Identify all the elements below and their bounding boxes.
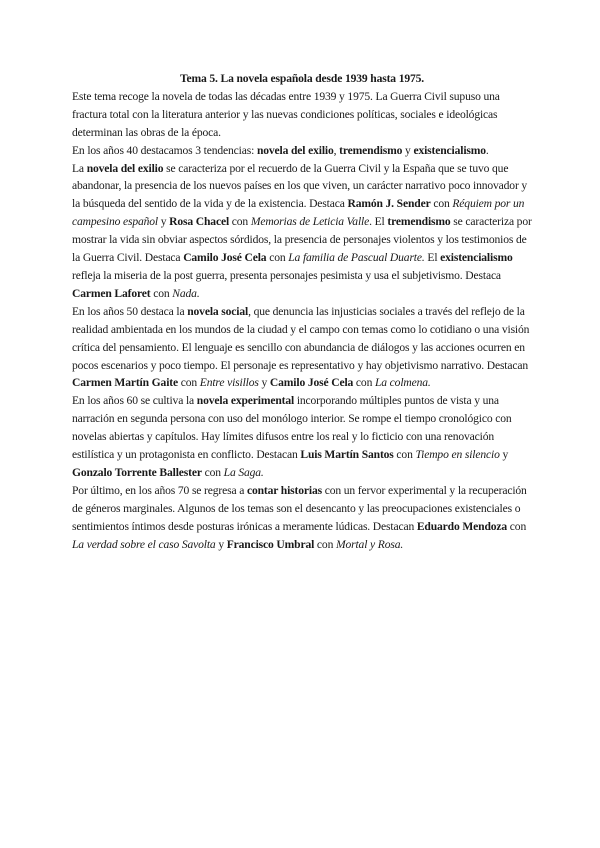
- author-name: Camilo José Cela: [183, 251, 267, 265]
- paragraph-50s: [72, 303, 532, 393]
- term-novela-social: novela social: [187, 304, 249, 318]
- work-title: Memorias de Leticia Valle: [250, 215, 370, 229]
- author-name: Francisco Umbral: [226, 537, 315, 551]
- text: y: [499, 448, 509, 462]
- text: con: [507, 519, 527, 533]
- work-title: Tiempo en silencio: [415, 448, 500, 462]
- text: En los años 60 se cultiva la: [72, 394, 197, 408]
- text: , que denuncia las injusticias sociales a través del reflejo de la realidad ambientada en los mundos de la ciudad y el campo con temas como lo cotidiano o una visión crítica del pensamiento. El lenguaje es sencillo con abundancia de diálogos y las acciones ocurren en pocos escenarios y poco tiempo. El personaje es representativo y hay objetivismo narrativo. Destacan: [72, 304, 530, 372]
- author-name: Rosa Chacel: [169, 215, 230, 229]
- intro-paragraph: Este tema recoge la novela de todas las décadas entre 1939 y 1975. La Guerra Civil supuso una fractura total con la literatura anterior y las nuevas condiciones políticas, sociales e ideológicas determinan las obras de la época.: [72, 89, 500, 139]
- paragraph-60s: [72, 392, 532, 482]
- text: En los años 40 destacamos 3 tendencias:: [72, 143, 257, 157]
- text: En los años 50 destaca la: [72, 304, 188, 318]
- work-title: Mortal y Rosa.: [335, 537, 404, 551]
- text: con: [201, 465, 224, 479]
- text: con: [314, 537, 336, 551]
- term-exilio: novela del exilio: [86, 161, 164, 175]
- text: con: [266, 251, 289, 265]
- author-name: Camilo José Cela: [269, 376, 354, 390]
- author-name: Ramón J. Sender: [347, 197, 431, 211]
- text: refleja la miseria de la post guerra, presenta personajes pesimista y usa el subjetivismo. Destaca: [72, 268, 501, 282]
- text: ,: [333, 143, 340, 157]
- text: . El: [369, 215, 388, 229]
- text: con: [177, 376, 200, 390]
- text: y: [258, 376, 270, 390]
- text: El: [424, 251, 441, 265]
- text: se caracteriza por mostrar la vida sin obviar aspectos sórdidos, la presencia de personajes violentos y los testimonios de la Guerra Civil. Destaca: [72, 215, 532, 265]
- text: .: [485, 143, 489, 157]
- text: se caracteriza por el recuerdo de la Guerra Civil y la España que se tuvo que abandonar, la presencia de los nuevos países en los que viven, un carácter narrativo poco innovador y la búsqueda del sentido de la vida y de la existencia. Destaca: [72, 161, 528, 211]
- text: con: [150, 286, 173, 300]
- author-name: Eduardo Mendoza: [416, 519, 508, 533]
- text: con: [229, 215, 251, 229]
- paragraph-70s: [72, 482, 532, 554]
- paragraph-40s-tendencies: [72, 142, 532, 160]
- term-contar-historias: contar historias: [246, 483, 322, 497]
- work-title: La Saga.: [223, 465, 264, 479]
- term-novela-experimental: novela experimental: [196, 394, 295, 408]
- text: con un fervor experimental y la recuperación de géneros marginales. Algunos de los temas son el desencanto y las preocupaciones existenciales o sentimientos íntimos desde posturas irónicas a meramente lúdicas. Destacan: [72, 483, 527, 533]
- text: y: [158, 215, 170, 229]
- term-exilio: novela del exilio: [256, 143, 334, 157]
- term-existencialismo: existencialismo: [413, 143, 486, 157]
- term-tremendismo: tremendismo: [387, 215, 451, 229]
- work-title: La verdad sobre el caso Savolta: [72, 537, 216, 551]
- document-title: Tema 5. La novela española desde 1939 hasta 1975.: [179, 72, 425, 85]
- text: y: [402, 143, 414, 157]
- work-title: La colmena.: [374, 376, 431, 390]
- term-tremendismo: tremendismo: [339, 143, 403, 157]
- paragraph-40s: [72, 160, 532, 303]
- text: con: [430, 197, 453, 211]
- term-existencialismo: existencialismo: [440, 251, 513, 265]
- author-name: Luis Martín Santos: [300, 448, 394, 462]
- text: y: [215, 537, 227, 551]
- text: Por último, en los años 70 se regresa a: [72, 483, 247, 497]
- document-page: [72, 70, 532, 553]
- text: con: [353, 376, 375, 390]
- work-title: Réquiem por un campesino español: [72, 197, 525, 229]
- work-title: Nada.: [172, 286, 200, 300]
- author-name: Gonzalo Torrente Ballester: [72, 465, 202, 479]
- text: La: [72, 161, 87, 175]
- text: incorporando múltiples puntos de vista y una narración en segunda persona con uso del monólogo interior. Se rompe el tiempo cronológico con novelas abiertas y capítulos. Hay límites difusos entre los real y lo ficticio con una renovación estilística y un protagonista en conflicto. Destacan: [72, 394, 512, 462]
- author-name: Carmen Laforet: [72, 286, 151, 300]
- work-title: La familia de Pascual Duarte.: [288, 251, 425, 265]
- work-title: Entre visillos: [199, 376, 259, 390]
- author-name: Carmen Martín Gaite: [72, 376, 178, 390]
- text: con: [393, 448, 416, 462]
